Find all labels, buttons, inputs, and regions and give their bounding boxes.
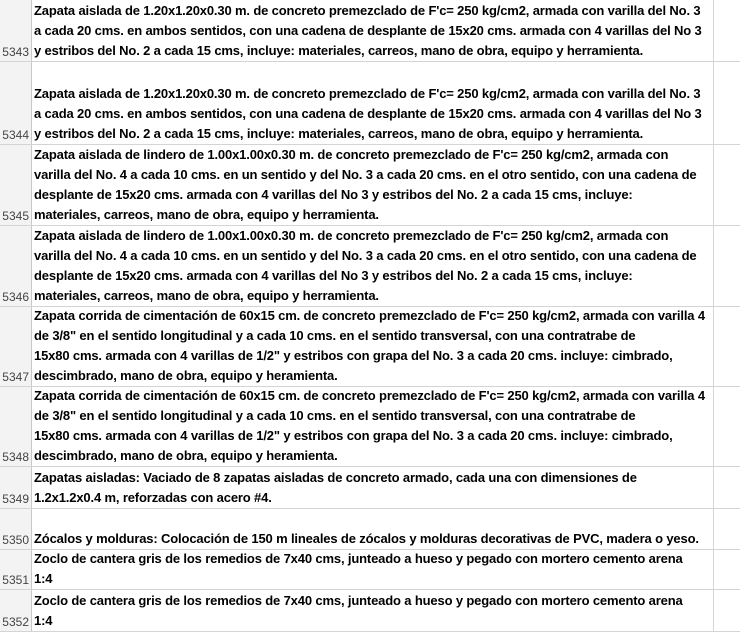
table-row [0, 0, 740, 62]
description-cell[interactable] [32, 550, 714, 589]
description-cell[interactable] [32, 145, 714, 225]
adjacent-cell[interactable] [714, 145, 740, 225]
table-row [0, 509, 740, 550]
adjacent-cell[interactable] [714, 590, 740, 631]
description-cell[interactable] [32, 0, 714, 61]
cell-text: Zapata aislada de lindero de 1.00x1.00x0.30 m. de concreto premezclado de F'c= 250 kg/cm2, armada con varilla del No. 4 a cada 10 cms. en un sentido y del No. 3 a cada 20 cms. en el otro sentido, con una cadena de desplante de 15x20 cms. armada con 4 varillas del No 3 y estribos del No. 2 a cada 15 cms, incluye: materiales, carreos, mano de obra, equipo y herramienta. [34, 147, 697, 222]
cell-text: Zoclo de cantera gris de los remedios de 7x40 cms, junteado a hueso y pegado con mortero cemento arena 1:4 [34, 551, 683, 586]
row-number[interactable]: 5349 [0, 467, 32, 508]
row-number[interactable]: 5350 [0, 509, 32, 549]
cell-text: Zapata aislada de lindero de 1.00x1.00x0.30 m. de concreto premezclado de F'c= 250 kg/cm2, armada con varilla del No. 4 a cada 10 cms. en un sentido y del No. 3 a cada 20 cms. en el otro sentido, con una cadena de desplante de 15x20 cms. armada con 4 varillas del No 3 y estribos del No. 2 a cada 15 cms, incluye: materiales, carreos, mano de obra, equipo y herramienta. [34, 228, 697, 303]
description-cell[interactable] [32, 226, 714, 306]
cell-text: Zapata aislada de 1.20x1.20x0.30 m. de concreto premezclado de F'c= 250 kg/cm2, armada con varilla del No. 3 a cada 20 cms. en ambos sentidos, con una cadena de desplante de 15x20 cms. armada con 4 varillas del No 3 y estribos del No. 2 a cada 15 cms, incluye: materiales, carreos, mano de obra, equipo y herramienta. [34, 86, 702, 141]
row-number[interactable]: 5345 [0, 145, 32, 225]
table-row [0, 467, 740, 509]
table-row [0, 550, 740, 590]
cell-text: Zapatas aisladas: Vaciado de 8 zapatas aisladas de concreto armado, cada una con dimensiones de 1.2x1.2x0.4 m, reforzadas con acero #4. [34, 470, 637, 505]
adjacent-cell[interactable] [714, 387, 740, 466]
description-cell[interactable] [32, 307, 714, 386]
description-cell[interactable] [32, 509, 714, 549]
table-row [0, 387, 740, 467]
description-cell[interactable] [32, 62, 714, 144]
description-cell[interactable] [32, 387, 714, 466]
table-row [0, 226, 740, 307]
cell-text: Zoclo de cantera gris de los remedios de 7x40 cms, junteado a hueso y pegado con mortero cemento arena 1:4 [34, 593, 683, 628]
cell-text: Zapata corrida de cimentación de 60x15 cm. de concreto premezclado de F'c= 250 kg/cm2, armada con varilla 4 de 3/8" en el sentido longitudinal y a cada 10 cms. en el sentido transversal, con una contratrabe de 15x80 cms. armada con 4 varillas de 1/2" y estribos con grapa del No. 3 a cada 20 cms. incluye: cimbrado, descimbrado, mano de obra, equipo y heramienta. [34, 308, 705, 383]
cell-text: Zapata corrida de cimentación de 60x15 cm. de concreto premezclado de F'c= 250 kg/cm2, armada con varilla 4 de 3/8" en el sentido longitudinal y a cada 10 cms. en el sentido transversal, con una contratrabe de 15x80 cms. armada con 4 varillas de 1/2" y estribos con grapa del No. 3 a cada 20 cms. incluye: cimbrado, descimbrado, mano de obra, equipo y heramienta. [34, 388, 705, 463]
adjacent-cell[interactable] [714, 62, 740, 144]
row-number[interactable]: 5346 [0, 226, 32, 306]
adjacent-cell[interactable] [714, 467, 740, 508]
table-row [0, 590, 740, 632]
adjacent-cell[interactable] [714, 509, 740, 549]
cell-text: Zapata aislada de 1.20x1.20x0.30 m. de concreto premezclado de F'c= 250 kg/cm2, armada con varilla del No. 3 a cada 20 cms. en ambos sentidos, con una cadena de desplante de 15x20 cms. armada con 4 varillas del No 3 y estribos del No. 2 a cada 15 cms, incluye: materiales, carreos, mano de obra, equipo y herramienta. [34, 3, 702, 58]
row-number[interactable]: 5344 [0, 62, 32, 144]
cell-text: Zócalos y molduras: Colocación de 150 m lineales de zócalos y molduras decorativas de PVC, madera o yeso. [34, 531, 699, 546]
row-number[interactable]: 5343 [0, 0, 32, 61]
description-cell[interactable] [32, 590, 714, 631]
row-number[interactable]: 5347 [0, 307, 32, 386]
adjacent-cell[interactable] [714, 307, 740, 386]
adjacent-cell[interactable] [714, 550, 740, 589]
row-number[interactable]: 5352 [0, 590, 32, 631]
adjacent-cell[interactable] [714, 0, 740, 61]
table-row [0, 307, 740, 387]
row-number[interactable]: 5348 [0, 387, 32, 466]
table-row [0, 145, 740, 226]
table-row [0, 62, 740, 145]
row-number[interactable]: 5351 [0, 550, 32, 589]
adjacent-cell[interactable] [714, 226, 740, 306]
description-cell[interactable] [32, 467, 714, 508]
